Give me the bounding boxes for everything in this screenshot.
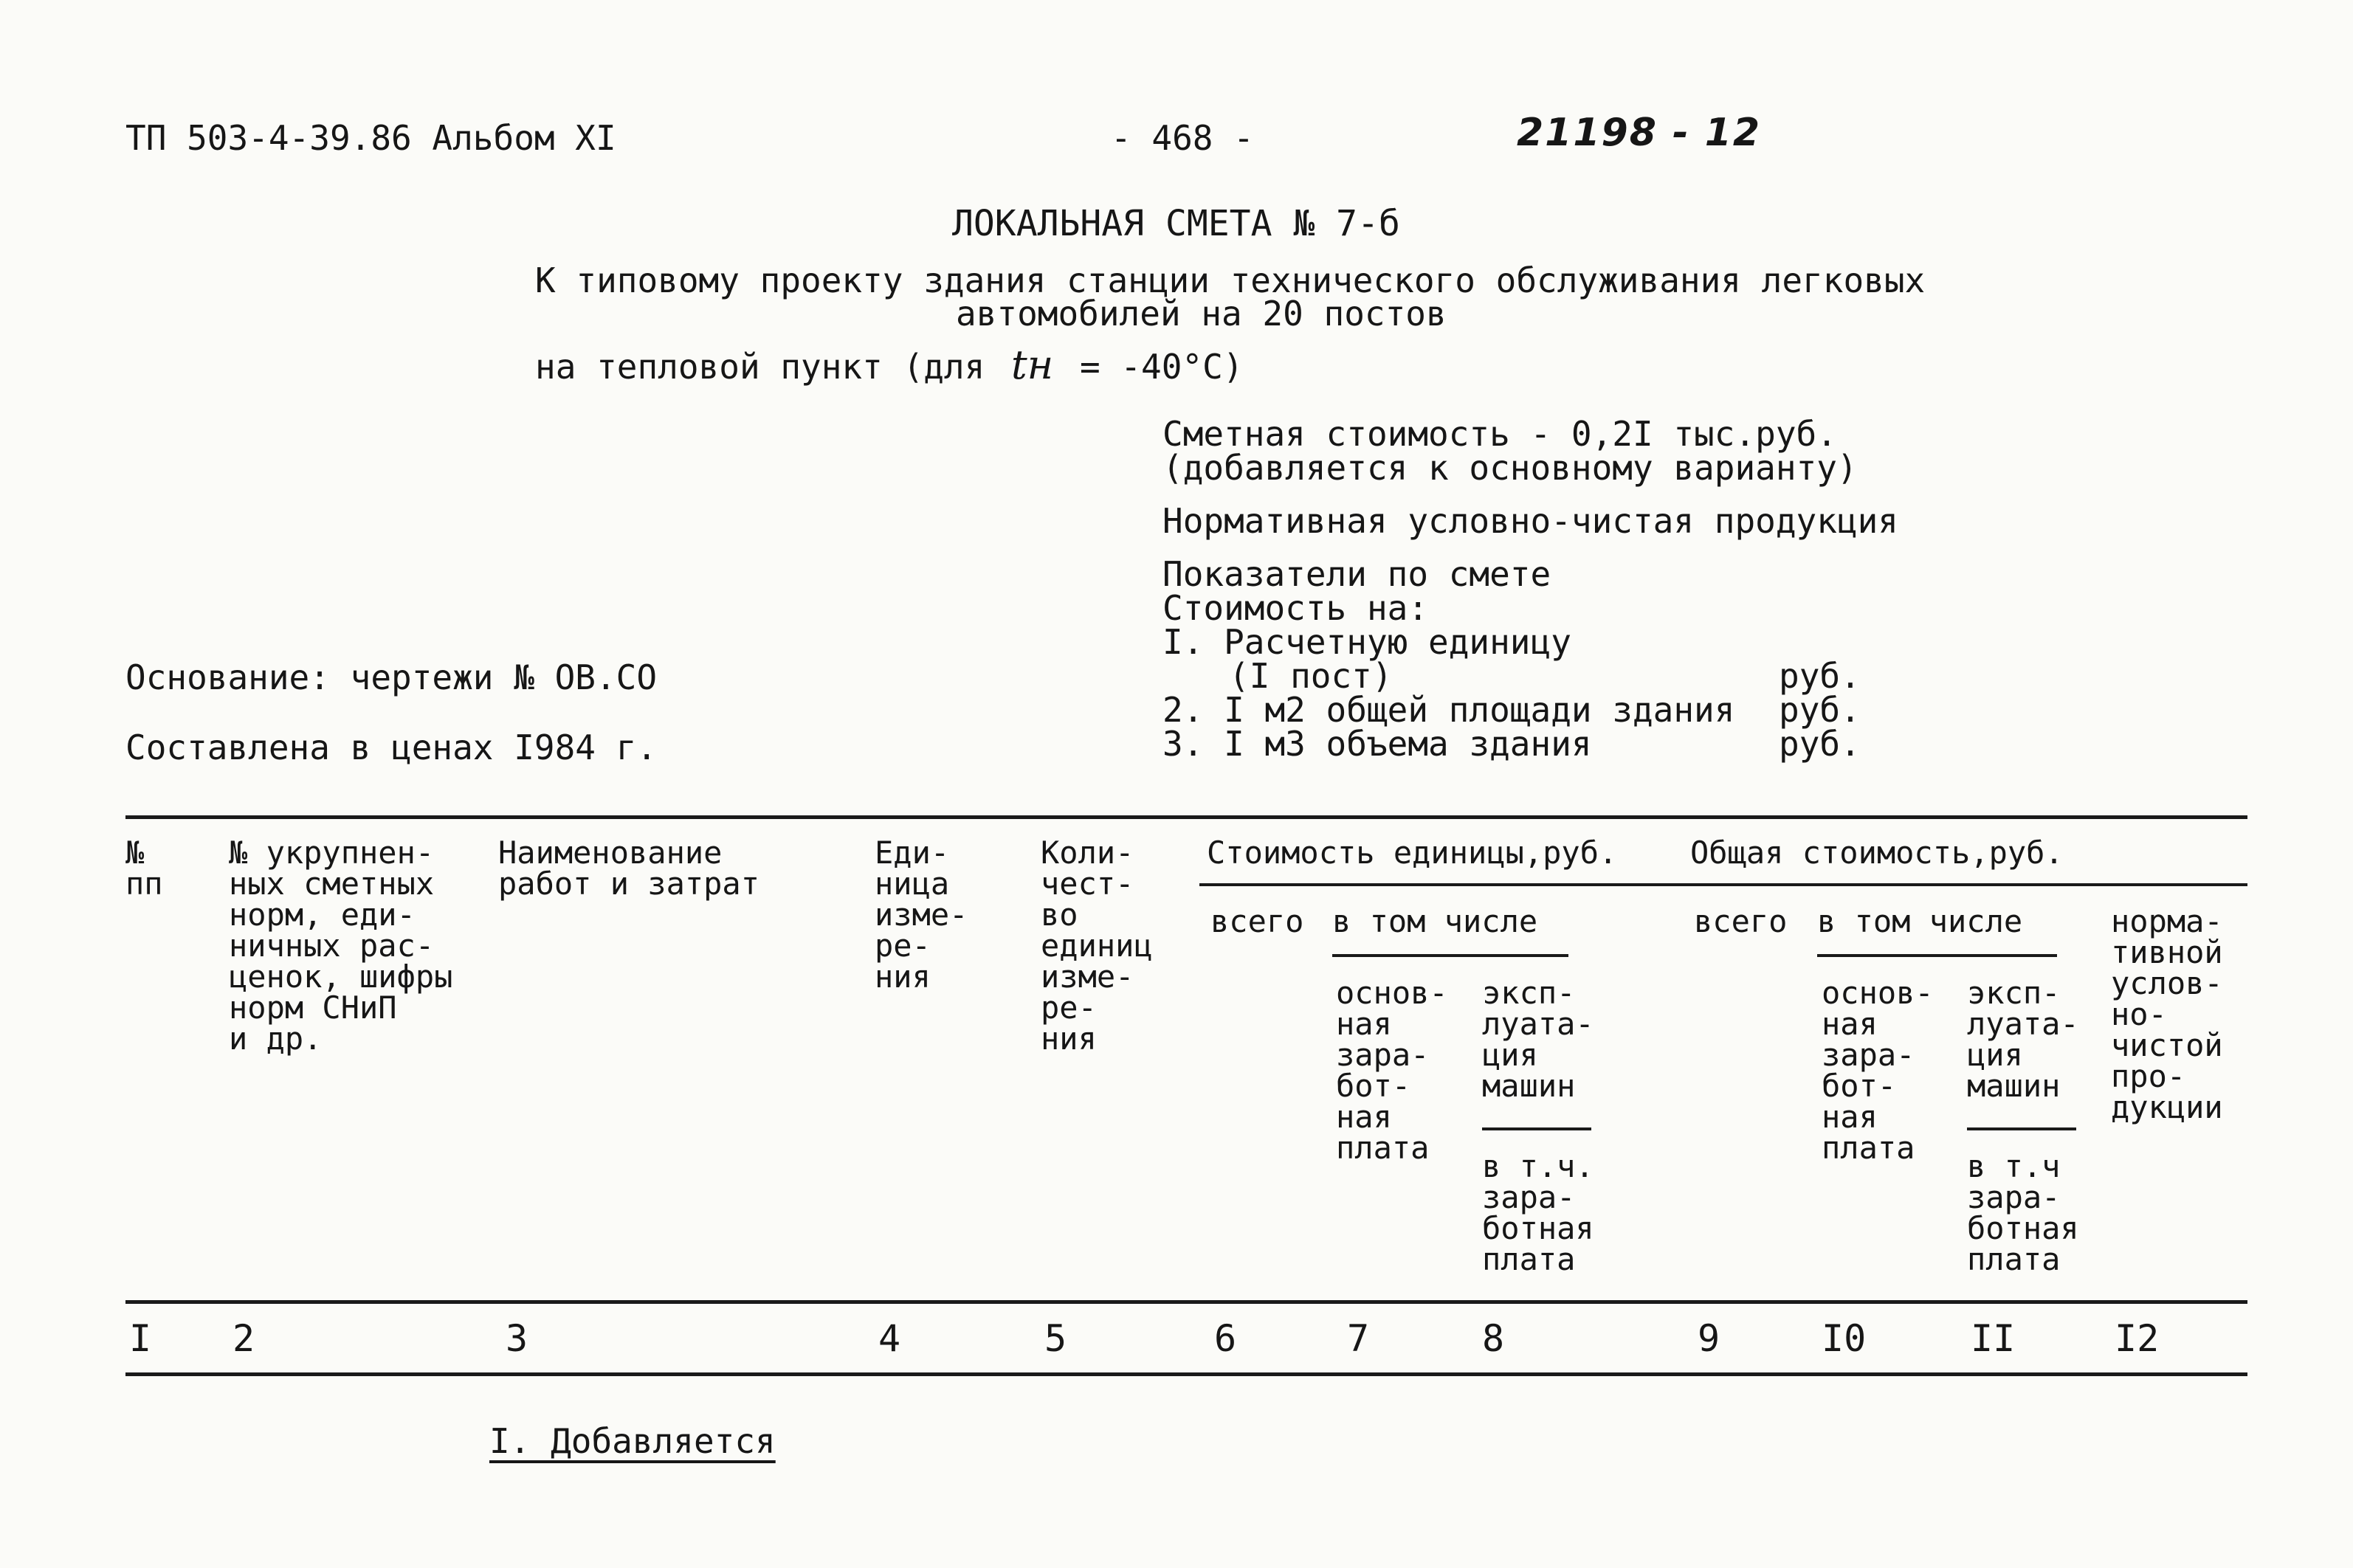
column-number-7: 7 <box>1347 1317 1370 1360</box>
handwritten-number: 21198 - 12 <box>1517 111 1762 155</box>
normative-production: Нормативная условно-чистая продукция <box>1162 501 1898 541</box>
indicators-heading: Показатели по смете <box>1162 554 1551 594</box>
prices-note: Составлена в ценах I984 г. <box>125 728 658 767</box>
temperature-symbol: tн <box>1010 342 1054 388</box>
header-col-12: норма- тивной услов- но- чистой про- дукции <box>2111 903 2223 1125</box>
header-col-4: Еди- ница изме- ре- ния <box>875 835 968 995</box>
subtitle-line-1: К типовому проекту здания станции технического обслуживания легковых <box>535 260 1926 300</box>
basis-note: Основание: чертежи № ОВ.СО <box>125 657 658 697</box>
estimate-cost-note: (добавляется к основному варианту) <box>1162 448 1858 488</box>
table-top-rule <box>125 815 2247 819</box>
column-number-9: 9 <box>1698 1317 1720 1360</box>
indicator-1-unit: руб. <box>1779 656 1861 696</box>
column-number-6: 6 <box>1214 1317 1237 1360</box>
column-number-10: I0 <box>1822 1317 1867 1360</box>
header-col-5: Коли- чест- во единиц изме- ре- ния <box>1041 835 1153 1057</box>
unit-incl-rule <box>1332 954 1568 957</box>
indicator-2-unit: руб. <box>1779 690 1861 730</box>
column-number-2: 2 <box>232 1317 255 1360</box>
header-unit-incl: в том числе <box>1332 903 1538 939</box>
header-bottom-rule <box>125 1300 2247 1304</box>
indicator-3: 3. I м3 объема здания <box>1162 724 1592 764</box>
header-col-2: № укрупнен- ных сметных норм, еди- ничных рас- ценок, шифры норм СНиП и др. <box>229 835 453 1057</box>
indicator-1-unit-note: (I пост) <box>1229 656 1393 696</box>
total-incl-rule <box>1817 954 2057 957</box>
header-total-incl: в том числе <box>1817 903 2023 939</box>
unit-machines-rule <box>1482 1127 1591 1130</box>
subtitle-line-3-suffix: = -40°C) <box>1079 347 1244 387</box>
column-number-1: I <box>129 1317 152 1360</box>
subtitle-line-3 <box>535 342 1244 388</box>
indicator-1: I. Расчетную единицу <box>1162 622 1571 662</box>
column-number-12: I2 <box>2115 1317 2160 1360</box>
header-col-8: эксп- луата- ция машин <box>1482 975 1594 1104</box>
column-number-5: 5 <box>1044 1317 1067 1360</box>
header-col-10: основ- ная зара- бот- ная плата <box>1822 975 1934 1166</box>
cost-on-label: Стоимость на: <box>1162 588 1429 628</box>
column-number-8: 8 <box>1482 1317 1505 1360</box>
header-col-6: всего <box>1210 903 1304 939</box>
column-number-4: 4 <box>878 1317 901 1360</box>
header-total-cost: Общая стоимость,руб. <box>1690 835 2064 871</box>
header-col-9: всего <box>1694 903 1788 939</box>
section-heading: I. Добавляется <box>489 1421 776 1461</box>
header-col-1: № пп <box>125 835 163 902</box>
header-col-8-wage: в т.ч. зара- ботная плата <box>1482 1148 1594 1277</box>
total-machines-rule <box>1967 1127 2076 1130</box>
column-number-3: 3 <box>506 1317 528 1360</box>
header-col-11: эксп- луата- ция машин <box>1967 975 2079 1104</box>
header-col-7: основ- ная зара- бот- ная плата <box>1336 975 1448 1166</box>
indicator-3-unit: руб. <box>1779 724 1861 764</box>
numbers-bottom-rule <box>125 1372 2247 1376</box>
cost-group-rule <box>1199 883 2247 886</box>
document-code: ТП 503-4-39.86 Альбом XI <box>125 118 616 158</box>
column-number-11: II <box>1971 1317 2016 1360</box>
page-number: - 468 - <box>1111 118 1254 158</box>
subtitle-line-2: автомобилей на 20 постов <box>956 294 1447 334</box>
document-title: ЛОКАЛЬНАЯ СМЕТА № 7-б <box>952 203 1400 244</box>
header-unit-cost: Стоимость единицы,руб. <box>1207 835 1618 871</box>
subtitle-line-3-prefix: на тепловой пункт (для <box>535 347 985 387</box>
header-col-11-wage: в т.ч зара- ботная плата <box>1967 1148 2079 1277</box>
estimate-cost: Сметная стоимость - 0,2I тыс.руб. <box>1162 414 1837 454</box>
header-col-3: Наименование работ и затрат <box>498 835 760 902</box>
indicator-2: 2. I м2 общей площади здания <box>1162 690 1735 730</box>
